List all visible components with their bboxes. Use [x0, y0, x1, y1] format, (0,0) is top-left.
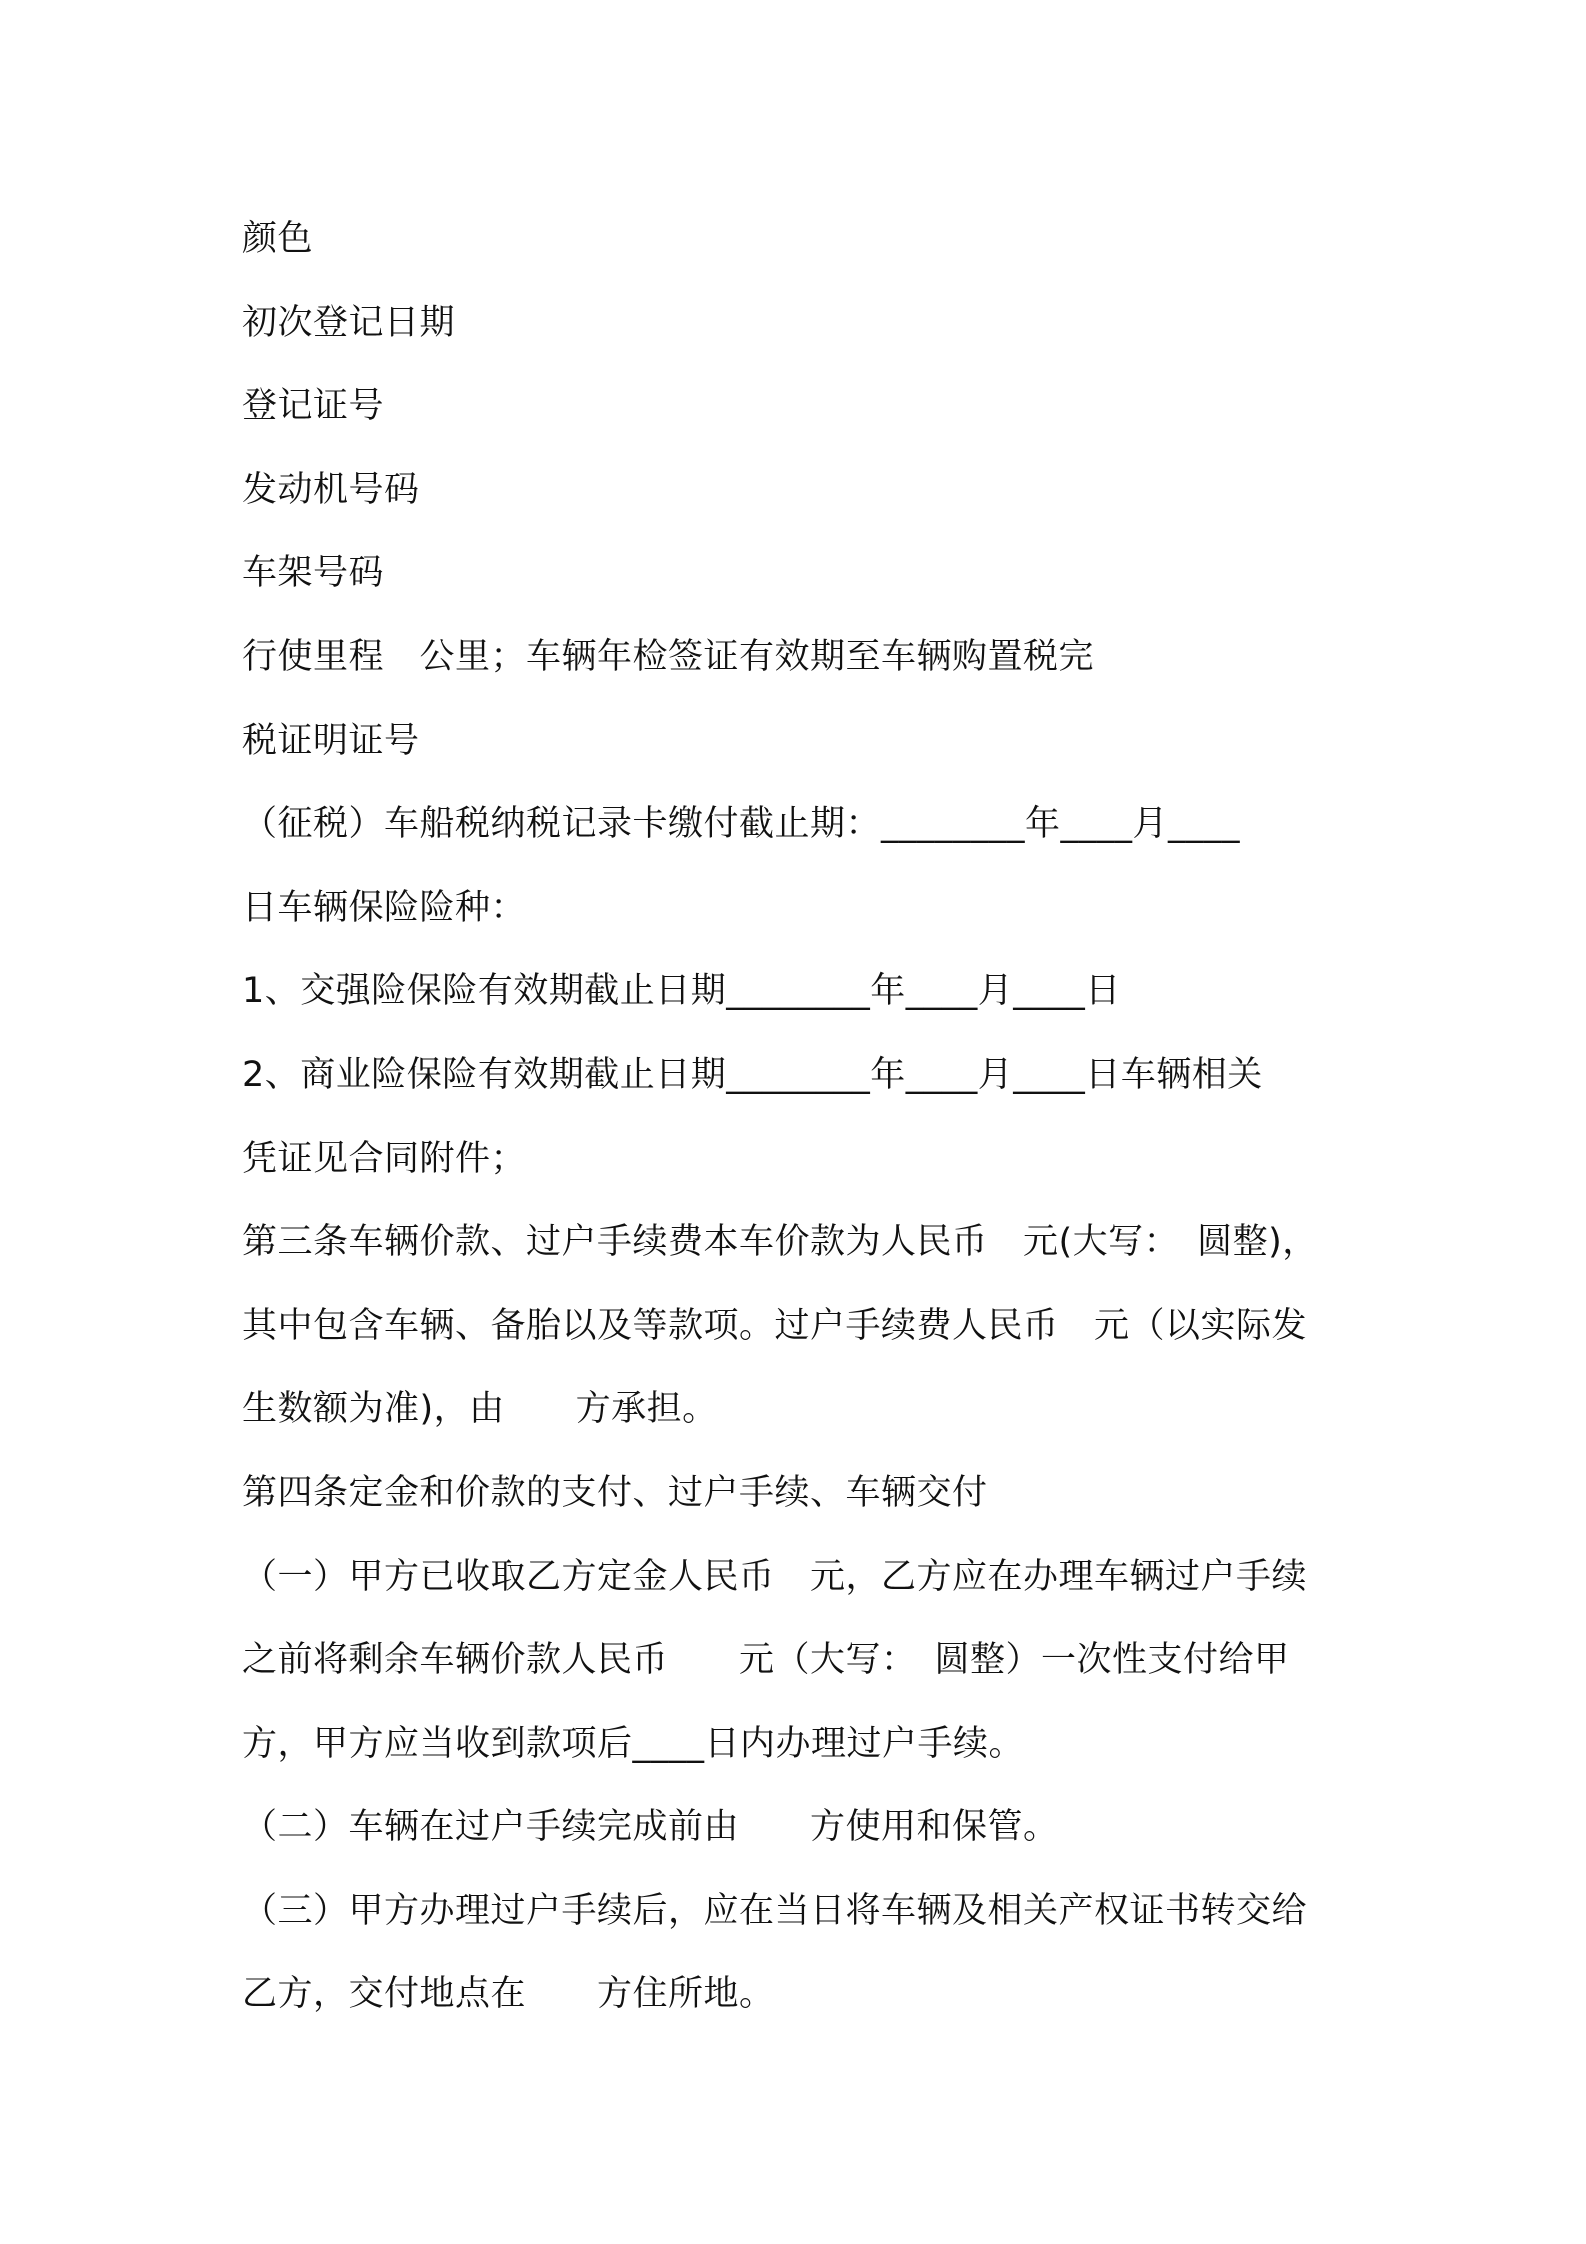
- article-4-item-3-line-1: （三）甲方办理过户手续后，应在当日将车辆及相关产权证书转交给: [242, 1890, 1308, 1931]
- article-4-item-1-line-3: 方，甲方应当收到款项后____日内办理过户手续。: [242, 1723, 1025, 1764]
- article-3-line-2: 其中包含车辆、备胎以及等款项。过户手续费人民币 元（以实际发: [242, 1305, 1308, 1346]
- field-frame-no: 车架号码: [242, 553, 385, 594]
- article-4-item-2: （二）车辆在过户手续完成前由 方使用和保管。: [242, 1807, 1059, 1848]
- field-vessel-tax-deadline: （征税）车船税纳税记录卡缴付截止期：________年____月____: [242, 804, 1241, 845]
- field-tax-cert-no: 税证明证号: [242, 720, 420, 761]
- field-insurance-types: 日车辆保险险种：: [242, 887, 527, 928]
- article-3-line-3: 生数额为准)，由 方承担。: [242, 1389, 718, 1430]
- article-4-item-3-line-2: 乙方，交付地点在 方住所地。: [242, 1974, 775, 2015]
- article-4-heading: 第四条定金和价款的支付、过户手续、车辆交付: [242, 1472, 988, 1513]
- field-engine-no: 发动机号码: [242, 469, 420, 510]
- article-4-item-1-line-2: 之前将剩余车辆价款人民币 元（大写： 圆整）一次性支付给甲: [242, 1640, 1290, 1681]
- field-attachments: 凭证见合同附件；: [242, 1138, 527, 1179]
- article-3-line-1: 第三条车辆价款、过户手续费本车价款为人民币 元(大写： 圆整)，: [242, 1222, 1318, 1263]
- article-4-item-1-line-1: （一）甲方已收取乙方定金人民币 元，乙方应在办理车辆过户手续: [242, 1556, 1308, 1597]
- field-first-registration-date: 初次登记日期: [242, 302, 456, 343]
- field-registration-cert-no: 登记证号: [242, 386, 385, 427]
- contract-page: [242, 198, 1352, 2037]
- field-commercial-insurance: 2、商业险保险有效期截止日期________年____月____日车辆相关: [242, 1054, 1263, 1095]
- field-compulsory-insurance: 1、交强险保险有效期截止日期________年____月____日: [242, 971, 1121, 1012]
- field-mileage: 行使里程 公里；车辆年检签证有效期至车辆购置税完: [242, 636, 1095, 677]
- field-color: 颜色: [242, 219, 314, 259]
